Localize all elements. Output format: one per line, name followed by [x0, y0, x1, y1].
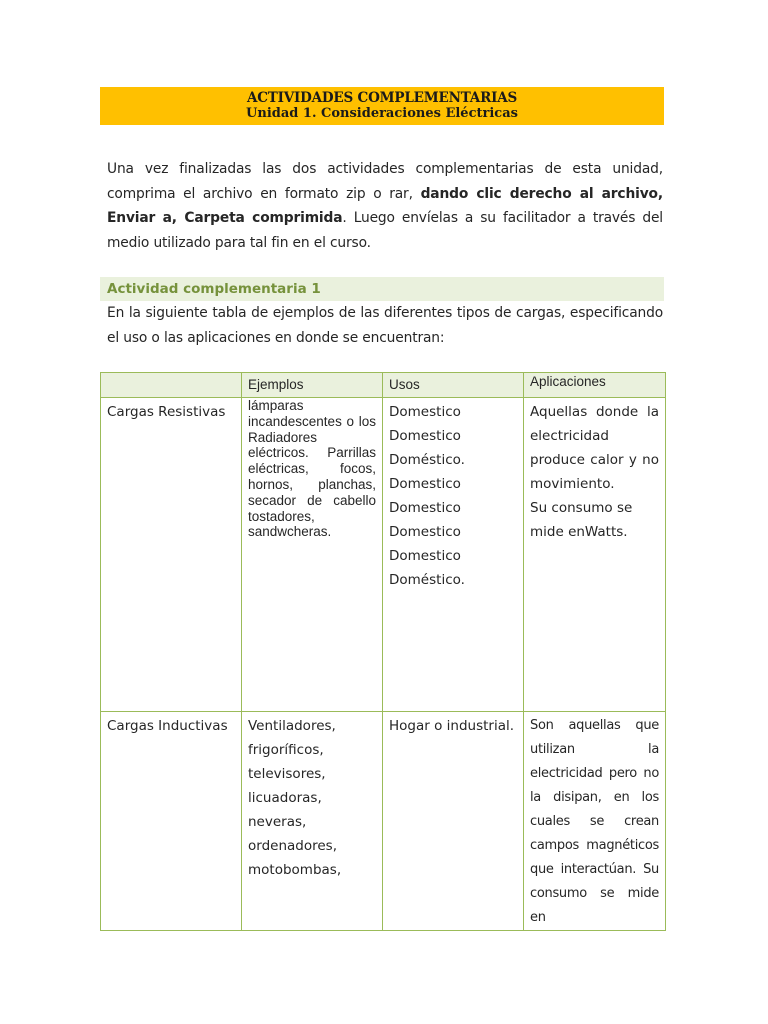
intro-text-2: . Luego envíelas a su facilitador a través del medio utilizado para tal fin en el curso.	[107, 210, 663, 251]
use-item: Domestico	[389, 524, 461, 540]
table-header-cell	[101, 373, 242, 398]
intro-bold-instruction: dando clic derecho al archivo, Enviar a, Carpeta comprimida	[107, 185, 663, 226]
use-item: Domestico	[389, 428, 461, 444]
table-row	[101, 712, 666, 931]
document-title: ACTIVIDADES COMPLEMENTARIAS	[246, 90, 518, 106]
use-item: Domestico	[389, 476, 461, 492]
use-item: Domestico	[389, 548, 461, 564]
intro-paragraph	[107, 157, 663, 255]
uses-cell	[383, 398, 524, 712]
load-type-cell: Cargas Inductivas	[101, 712, 242, 931]
use-item: Domestico	[389, 404, 461, 420]
table-header-row	[101, 373, 666, 398]
document-subtitle: Unidad 1. Consideraciones Eléctricas	[246, 106, 518, 121]
applications-text: Su consumo se mide enWatts.	[530, 500, 633, 540]
uses-cell	[383, 712, 524, 931]
use-item: Domestico	[389, 500, 461, 516]
table-header-cell: Aplicaciones	[524, 373, 666, 398]
applications-text: Aquellas donde la electricidad produce calor y no movimiento.	[530, 404, 659, 492]
load-types-table	[100, 372, 666, 931]
example-item: licuadoras, neveras,	[248, 790, 322, 830]
applications-text: Son aquellas que utilizan la electricidad pero no la disipan, en los cuales se crean campos magnéticos que interactúan. Su consumo se mide en	[530, 718, 659, 925]
use-item: Doméstico.	[389, 452, 465, 468]
load-type-cell: Cargas Resistivas	[101, 398, 242, 712]
example-item: motobombas,	[248, 862, 342, 878]
example-item: ordenadores,	[248, 838, 337, 854]
activity-heading: Actividad complementaria 1	[100, 277, 664, 301]
table-header-cell: Usos	[383, 373, 524, 398]
examples-cell	[242, 712, 383, 931]
use-item: Hogar o industrial.	[389, 718, 515, 734]
activity-instructions: En la siguiente tabla de ejemplos de las diferentes tipos de cargas, especificando el uso o las aplicaciones en donde se encuentran:	[107, 305, 663, 346]
example-item: Ventiladores,	[248, 718, 336, 734]
table-header-cell: Ejemplos	[242, 373, 383, 398]
example-item: televisores,	[248, 766, 326, 782]
applications-cell	[524, 398, 666, 712]
document-header	[100, 87, 664, 125]
intro-text-1: Una vez finalizadas las dos actividades complementarias de esta unidad, comprima el archivo en formato zip o rar,	[107, 161, 663, 202]
applications-cell	[524, 712, 666, 931]
example-item: frigoríficos,	[248, 742, 324, 758]
examples-cell: lámparas incandescentes o los Radiadores eléctricos. Parrillas eléctricas, focos, hornos, planchas, secador de cabello tostadores, sandwcheras.	[242, 398, 383, 712]
table-row	[101, 398, 666, 712]
use-item: Doméstico.	[389, 572, 465, 588]
